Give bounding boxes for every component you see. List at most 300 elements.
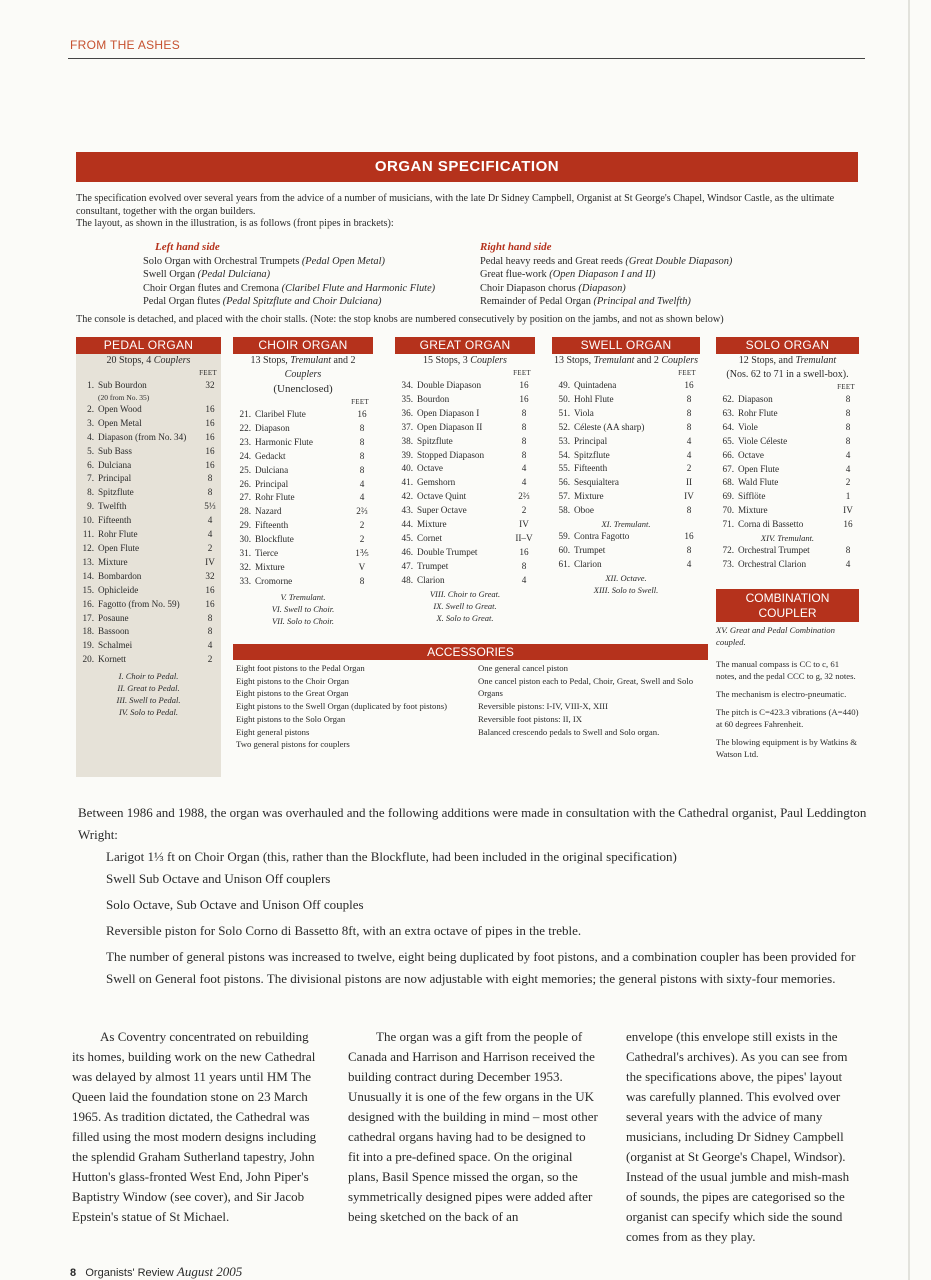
stop-name: Clarion	[417, 574, 445, 585]
solo-tremulant: XIV. Tremulant.	[760, 533, 815, 544]
stop-row	[552, 393, 700, 407]
choir-organ-title: CHOIR ORGAN	[233, 337, 373, 354]
stop-row	[395, 407, 535, 421]
intro-text	[76, 193, 858, 231]
stop-row	[552, 421, 700, 435]
article-column-3: envelope (this envelope still exists in the Cathedral's archives). As you can see from the specifications above, the pipes' layout was carefully planned. This evolved over several years with the advice of many musicians, including Dr Sidney Campbell (organist at St George's Chapel, Windsor). Instead of the usual jumble and mish-mash of sounds, the pipes are categorised so the organist can specify which side the sound comes from as they play.	[626, 1029, 850, 1244]
stop-feet: 16	[205, 431, 215, 442]
stop-row	[552, 449, 700, 463]
stop-row	[233, 561, 373, 575]
stop-row	[552, 435, 700, 449]
stop-row	[716, 544, 859, 558]
article-column-1: As Coventry concentrated on rebuilding its homes, building work on the new Cathedral was delayed by almost 11 years until HM The Queen laid the foundation stone on 23 March 1965. As tradition dictated, the Cathedral was filled using the most modern designs including the splendid Graham Sutherland tapestry, John Hutton's glass-fronted West End, John Piper's Baptistry Window (see cover), and Sir Jacob Epstein's statue of St Michael.	[72, 1029, 317, 1224]
magazine-name: Organists' Review	[85, 1267, 174, 1279]
hand-line	[480, 282, 732, 296]
additions-intro: Between 1986 and 1988, the organ was overhauled and the following additions were made in consultation with the Cathedral organist, Paul Leddington Wright:	[78, 805, 867, 842]
coupler-item: III. Swell to Pedal.	[116, 695, 181, 706]
stop-row	[716, 393, 859, 407]
stop-feet: 8	[845, 545, 851, 556]
coupler-item: I. Choir to Pedal.	[118, 671, 179, 682]
stop-name: Orchestral Trumpet	[738, 545, 810, 556]
stop-feet: 8	[686, 407, 692, 418]
accessories-title: ACCESSORIES	[233, 644, 708, 660]
stop-row	[395, 518, 535, 532]
stop-feet: 4	[521, 463, 527, 474]
hand-line-note: (Pedal Spitzflute and Choir Dulciana)	[222, 296, 382, 307]
stop-number: 5.	[87, 445, 94, 456]
accessory-item: Eight general pistons	[236, 726, 310, 737]
stop-name: Double Trumpet	[417, 546, 478, 557]
stop-number: 66.	[722, 449, 734, 460]
great-organ-title: GREAT ORGAN	[395, 337, 535, 354]
stop-feet: 8	[521, 449, 527, 460]
stop-feet: 2	[845, 477, 851, 488]
stop-name: Kornett	[98, 654, 127, 665]
stop-row	[76, 431, 221, 445]
stop-name: Principal	[98, 473, 132, 484]
stop-number: 31.	[239, 548, 251, 559]
stop-number: 63.	[722, 407, 734, 418]
stop-name: Oboe	[574, 505, 594, 516]
stop-feet: 4	[686, 558, 692, 569]
hand-line-text: Great flue-work	[480, 269, 550, 280]
page-edge	[908, 0, 910, 1280]
stop-number: 55.	[558, 463, 570, 474]
stop-row	[552, 476, 700, 490]
stop-name: Bassoon	[98, 626, 130, 637]
stop-feet: 16	[519, 546, 529, 557]
hand-line-note: (Pedal Dulciana)	[197, 269, 271, 280]
stop-feet: 4	[359, 492, 365, 503]
stop-name: Ophicleide	[98, 584, 139, 595]
stop-number: 46.	[401, 546, 413, 557]
stop-number: 10.	[82, 515, 94, 526]
stop-name: Rohr Flute	[255, 492, 295, 503]
hand-line-note: (Open Diapason I and II)	[549, 269, 656, 280]
stop-row	[76, 500, 221, 514]
stop-row	[716, 476, 859, 490]
stop-number: 50.	[558, 393, 570, 404]
stop-feet: 2⅔	[518, 491, 530, 502]
console-note: The console is detached, and placed with the choir stalls. (Note: the stop knobs are numbered consecutively by position on the jambs, and not as shown below)	[76, 314, 724, 325]
coupler-item: IV. Solo to Pedal.	[118, 707, 179, 718]
stop-name: Claribel Flute	[255, 409, 306, 419]
pedal-feet-label: FEET	[199, 369, 217, 377]
stop-number: 65.	[722, 435, 734, 446]
stop-feet: 8	[521, 421, 527, 432]
stop-number: 36.	[401, 407, 413, 418]
hand-line-text: Pedal heavy reeds and Great reeds	[480, 255, 626, 267]
choir-feet-label: FEET	[351, 398, 369, 406]
stop-number: 70.	[722, 505, 734, 516]
stop-number: 40.	[401, 463, 413, 474]
accessory-item: Eight pistons to the Choir Organ	[236, 675, 350, 686]
stop-name: Corna di Bassetto	[738, 519, 804, 530]
stop-feet: II	[685, 477, 693, 488]
stop-name: Dulciana	[255, 464, 289, 475]
stop-name: Open Metal	[98, 417, 142, 428]
stop-feet: 5⅓	[204, 501, 216, 512]
stop-name: Spitzflute	[574, 449, 610, 460]
coupler-item: XII. Octave.	[605, 572, 647, 583]
stop-name: Fifteenth	[255, 520, 289, 531]
stop-row	[233, 422, 373, 436]
stop-row	[76, 625, 221, 639]
stop-feet: 4	[845, 463, 851, 474]
coupler-item: VII. Solo to Choir.	[271, 615, 335, 626]
stop-name: Trumpet	[574, 544, 606, 555]
stop-number: 7.	[87, 473, 94, 484]
stop-number: 71.	[722, 519, 734, 530]
choir-organ-panel	[233, 337, 373, 627]
stop-row	[76, 417, 221, 431]
hand-line-note: (Diapason)	[578, 282, 626, 294]
combination-note: XV. Great and Pedal Combination coupled.	[716, 625, 835, 647]
stop-row	[76, 542, 221, 556]
swell-organ-title: SWELL ORGAN	[552, 337, 700, 354]
stop-feet: 16	[519, 393, 529, 404]
stop-feet: 4	[521, 477, 527, 488]
stop-number: 52.	[558, 421, 570, 432]
stop-number: 45.	[401, 532, 413, 543]
solo-organ-title: SOLO ORGAN	[716, 337, 859, 354]
stop-feet: 2	[207, 542, 213, 553]
stop-row	[552, 530, 700, 544]
stop-row	[552, 407, 700, 421]
stop-number: 35.	[401, 393, 413, 404]
stop-number: 24.	[239, 450, 251, 461]
stop-number: 54.	[558, 449, 570, 460]
stop-number: 64.	[722, 421, 734, 432]
stop-name: Open Flute	[738, 463, 780, 474]
stop-feet: 8	[686, 544, 692, 555]
stop-row	[76, 612, 221, 626]
stop-name: Mixture	[574, 491, 604, 502]
stop-number: 17.	[82, 612, 94, 623]
article-column-2: The organ was a gift from the people of Canada and Harrison and Harrison received the building contract during December 1953. Unusually it is one of the few organs in the UK designed with the building in mind – most other cathedral organs having had to be designed to fit into a pre-defined space. On the original plans, Basil Spence missed the organ, so the symmetrically designed pipes were added after being sketched on the back of an	[348, 1029, 598, 1224]
stop-name: Sub Bass	[98, 445, 132, 456]
hand-line-note: (Great Double Diapason)	[625, 255, 733, 267]
stop-row	[552, 558, 700, 572]
stop-name: Viole	[738, 421, 758, 432]
accessory-item: One general cancel piston	[478, 663, 568, 673]
stop-feet: 16	[357, 409, 367, 419]
blowing-note: The blowing equipment is by Watkins & Watson Ltd.	[716, 737, 858, 759]
stop-number: 56.	[558, 477, 570, 488]
stop-number: 37.	[401, 421, 413, 432]
choir-stops: 13 Stops, Tremulant and 2 Couplers	[250, 355, 356, 380]
page-number: 8	[70, 1267, 77, 1279]
stop-feet: 4	[207, 640, 213, 651]
stop-name: Open Flute	[98, 542, 140, 553]
spec-banner: ORGAN SPECIFICATION	[76, 152, 858, 182]
accessory-item: One cancel piston each to Pedal, Choir, Great, Swell and Solo Organs	[478, 675, 694, 699]
stop-name: Diapason (from No. 34)	[98, 431, 187, 442]
hand-line	[143, 295, 435, 309]
hand-line-text: Swell Organ	[143, 269, 198, 280]
stop-name: Rohr Flute	[738, 407, 778, 418]
coupler-item: IX. Swell to Great.	[433, 600, 497, 611]
stop-feet: 32	[205, 380, 215, 390]
swell-organ-panel	[552, 337, 700, 596]
stop-name: Fifteenth	[574, 463, 608, 474]
hand-line-text: Solo Organ with Orchestral Trumpets	[143, 255, 302, 267]
stop-row	[395, 462, 535, 476]
stop-row	[233, 436, 373, 450]
stop-feet: 4	[521, 574, 527, 585]
stop-name: Céleste (AA sharp)	[574, 421, 645, 432]
stop-name: Fifteenth	[98, 515, 132, 526]
stop-feet: 2	[686, 463, 692, 474]
stop-number: 27.	[239, 492, 251, 503]
accessory-item: Eight pistons to the Great Organ	[236, 688, 349, 699]
stop-feet: 8	[359, 436, 365, 447]
compass-note: The manual compass is CC to c, 61 notes, and the pedal CCC to g, 32 notes.	[716, 659, 856, 681]
stop-feet: IV	[519, 519, 529, 530]
right-hand-title: Right hand side	[480, 241, 552, 253]
stop-row	[233, 547, 373, 561]
stop-name: Stopped Diapason	[417, 449, 485, 460]
stop-row	[395, 574, 535, 588]
stop-feet: 8	[845, 407, 851, 418]
stop-feet: 16	[205, 403, 215, 414]
stop-row	[76, 653, 221, 667]
section-header: FROM THE ASHES	[70, 38, 180, 52]
accessory-item: Balanced crescendo pedals to Swell and Solo organ.	[478, 726, 660, 737]
intro-p1: The specification evolved over several years from the advice of a number of musicians, with the late Dr Sidney Campbell, Organist at St George's Chapel, Windsor Castle, as the ultimate consultant, together with the organ builders.	[76, 193, 835, 217]
stop-number: 12.	[82, 542, 94, 553]
coupler-item: II. Great to Pedal.	[117, 683, 180, 694]
stop-number: 68.	[722, 477, 734, 488]
stop-row	[395, 393, 535, 407]
stop-feet: 16	[519, 380, 529, 390]
addition-item: Larigot 1⅓ ft on Choir Organ (this, rather than the Blockflute, had been included in the original specification)	[106, 849, 677, 864]
stop-row	[552, 544, 700, 558]
stop-row	[552, 490, 700, 504]
stop-feet: 1⅗	[355, 548, 369, 559]
hand-line	[143, 255, 435, 269]
stop-number: 67.	[722, 463, 734, 474]
stop-row	[76, 379, 221, 393]
solo-organ-panel	[716, 337, 859, 572]
stop-number: 18.	[82, 626, 94, 637]
stop-number: 3.	[87, 417, 94, 428]
swell-stops: 13 Stops, Tremulant and 2 Couplers	[553, 355, 699, 366]
stop-feet: IV	[684, 491, 694, 502]
stop-row	[76, 584, 221, 598]
swell-feet-label: FEET	[678, 369, 696, 377]
pedal-stops: 20 Stops, 4 Couplers	[106, 355, 191, 366]
page-footer	[70, 1264, 242, 1280]
stop-feet: 8	[207, 473, 213, 484]
stop-row	[233, 505, 373, 519]
coupler-item: V. Tremulant.	[280, 591, 326, 602]
stop-name: Diapason	[255, 422, 290, 433]
hand-line-note: (Pedal Open Metal)	[301, 255, 385, 267]
stop-row	[233, 575, 373, 589]
stop-feet: 4	[686, 449, 692, 460]
stop-number: 41.	[401, 477, 413, 488]
stop-name: Sifflöte	[738, 491, 766, 502]
coupler-item: X. Solo to Great.	[436, 612, 494, 623]
accessory-item: Eight pistons to the Solo Organ	[236, 713, 346, 724]
stop-name: Mixture	[738, 505, 768, 516]
stop-number: 13.	[82, 556, 94, 567]
stop-name: Gemshorn	[417, 477, 456, 488]
stop-subnote: (20 from No. 35)	[98, 392, 150, 402]
stop-name: Fagotto (from No. 59)	[98, 598, 180, 609]
stop-number: 69.	[722, 491, 734, 502]
stop-number: 26.	[239, 478, 251, 489]
coupler-item: VIII. Choir to Great.	[429, 588, 501, 599]
stop-name: Spitzflute	[98, 487, 134, 498]
stop-feet: 1	[845, 491, 851, 502]
hand-line-text: Pedal Organ flutes	[143, 296, 223, 307]
stop-number: 6.	[87, 459, 94, 470]
stop-row	[716, 407, 859, 421]
addition-item: The number of general pistons was increased to twelve, eight being duplicated by foot pistons, and a combination coupler has been provided for Swell on General foot pistons. The divisional pistons are now adjustable with eight memories; the general pistons with sixty-four memories.	[106, 949, 856, 986]
stop-name: Contra Fagotto	[574, 531, 630, 542]
stop-row	[395, 379, 535, 393]
stop-feet: 8	[207, 626, 213, 637]
stop-name: Open Diapason II	[417, 421, 483, 432]
stop-name: Nazard	[255, 506, 282, 517]
stop-number: 48.	[401, 574, 413, 585]
hand-line-text: Choir Organ flutes and Cremona	[143, 282, 282, 294]
stop-number: 11.	[82, 529, 94, 540]
stop-number: 33.	[239, 575, 251, 586]
stop-row	[76, 570, 221, 584]
hand-line	[143, 282, 435, 296]
solo-stops: 12 Stops, and Tremulant	[738, 355, 837, 366]
stop-feet: 4	[207, 515, 213, 526]
stop-name: Sesquialtera	[574, 477, 619, 488]
stop-row	[552, 504, 700, 518]
coupler-item: XIII. Solo to Swell.	[593, 584, 659, 595]
left-hand-title: Left hand side	[155, 241, 220, 253]
stop-name: Quintadena	[574, 380, 617, 390]
stop-name: Spitzflute	[417, 435, 453, 446]
stop-number: 34.	[401, 380, 413, 390]
stop-number: 28.	[239, 506, 251, 517]
stop-feet: 16	[205, 598, 215, 609]
stop-name: Rohr Flute	[98, 529, 138, 540]
mechanism-note: The mechanism is electro-pneumatic.	[716, 689, 847, 699]
stop-row	[395, 490, 535, 504]
accessory-item: Reversible pistons: I-IV, VIII-X, XIII	[478, 701, 608, 712]
stop-number: 51.	[558, 407, 570, 418]
stop-name: Blockflute	[255, 534, 294, 545]
hand-line	[480, 268, 732, 282]
solo-nos: (Nos. 62 to 71 in a swell-box).	[726, 369, 849, 380]
stop-number: 60.	[558, 544, 570, 555]
pitch-note: The pitch is C=423.3 vibrations (A=440) at 60 degrees Fahrenheit.	[716, 707, 859, 729]
pedal-organ-title: PEDAL ORGAN	[76, 337, 221, 354]
stop-name: Octave Quint	[417, 491, 467, 502]
issue-date: August 2005	[176, 1264, 243, 1279]
hand-line	[480, 255, 732, 269]
stop-number: 25.	[239, 464, 251, 475]
stop-feet: IV	[205, 556, 215, 567]
stop-name: Twelfth	[98, 501, 127, 512]
stop-row	[76, 486, 221, 500]
stop-row	[233, 464, 373, 478]
stop-name: Gedackt	[255, 450, 286, 461]
stop-name: Principal	[574, 435, 608, 446]
accessory-item: Two general pistons for couplers	[236, 739, 350, 750]
stop-name: Sub Bourdon	[98, 380, 147, 390]
stop-feet: 8	[359, 422, 365, 433]
stop-feet: II–V	[515, 532, 533, 543]
stop-feet: 16	[205, 417, 215, 428]
stop-row	[395, 421, 535, 435]
stop-row	[395, 449, 535, 463]
stop-name: Viole Céleste	[738, 435, 788, 446]
right-hand-side	[480, 241, 732, 309]
stop-row	[233, 533, 373, 547]
stop-number: 29.	[239, 520, 251, 531]
stop-row	[76, 528, 221, 542]
stop-number: 14.	[82, 570, 94, 581]
stop-feet: 8	[521, 435, 527, 446]
stop-name: Orchestral Clarion	[738, 558, 807, 569]
accessory-item: Reversible foot pistons: II, IX	[478, 713, 582, 724]
stop-name: Cromorne	[255, 575, 293, 586]
stop-number: 20.	[82, 654, 94, 665]
stop-feet: V	[358, 561, 366, 572]
addition-item: Reversible piston for Solo Corno di Bassetto 8ft, with an extra octave of pipes in the treble.	[106, 923, 582, 938]
stop-row	[552, 462, 700, 476]
stop-name: Hohl Flute	[574, 393, 614, 404]
stop-name: Wald Flute	[738, 477, 779, 488]
stop-feet: 8	[686, 393, 692, 404]
stop-name: Mixture	[98, 556, 128, 567]
hand-line-note: (Claribel Flute and Harmonic Flute)	[281, 282, 436, 294]
stop-name: Super Octave	[417, 505, 467, 516]
swell-tremulant: XI. Tremulant.	[601, 519, 651, 530]
stop-feet: 16	[684, 380, 694, 390]
stop-feet: 4	[207, 529, 213, 540]
stop-number: 16.	[82, 598, 94, 609]
stop-feet: 8	[359, 450, 365, 461]
stop-name: Principal	[255, 478, 289, 489]
stop-number: 42.	[401, 491, 413, 502]
stop-name: Viola	[574, 407, 594, 418]
stop-name: Cornet	[417, 532, 443, 543]
coupler-item: VI. Swell to Choir.	[271, 603, 335, 614]
stop-row	[233, 450, 373, 464]
stop-row	[76, 472, 221, 486]
pedal-organ-panel	[76, 337, 221, 777]
great-organ-panel	[395, 337, 535, 624]
stop-row	[76, 556, 221, 570]
solo-feet-label: FEET	[837, 383, 855, 391]
stop-feet: 4	[359, 478, 365, 489]
hand-line-text: Choir Diapason chorus	[480, 282, 579, 294]
hand-line	[143, 268, 435, 282]
stop-number: 53.	[558, 435, 570, 446]
stop-feet: 4	[686, 435, 692, 446]
stop-number: 1.	[87, 380, 94, 390]
stop-name: Harmonic Flute	[255, 436, 313, 447]
stop-row	[76, 639, 221, 653]
stop-feet: 2	[359, 534, 365, 545]
stop-number: 8.	[87, 487, 94, 498]
stop-feet: 8	[359, 464, 365, 475]
stop-number: 22.	[239, 422, 251, 433]
stop-feet: 16	[205, 584, 215, 595]
stop-name: Mixture	[417, 519, 447, 530]
